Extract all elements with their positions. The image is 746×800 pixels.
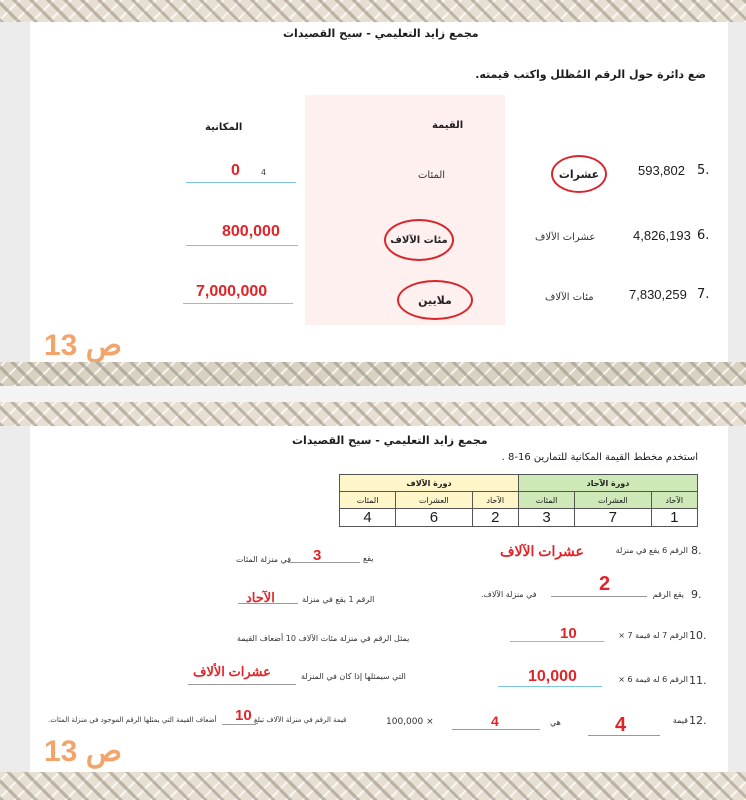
place-label: المئات (418, 170, 446, 181)
answer-value: 3 (313, 547, 322, 564)
chart-digit: 4 (340, 509, 396, 527)
exercise-number: 10. (689, 629, 707, 642)
decorative-border-middle (0, 362, 746, 386)
answer-line (186, 182, 296, 183)
chart-digit: 6 (396, 509, 472, 527)
exercise-number: 12. (689, 714, 707, 727)
chart-header: الآحاد (651, 492, 697, 509)
exercise-text: أضعاف القيمة التي يمثلها الرقم الموجود في منزلة المئات. (48, 716, 217, 724)
place-label: مئات الآلاف (545, 292, 594, 303)
chart-header: الآحاد (472, 492, 518, 509)
exercise-text: يقع الرقم (652, 590, 684, 599)
chart-digit: 7 (575, 509, 651, 527)
exercise-text: يقع (363, 554, 374, 563)
answer-value: 800,000 (222, 223, 280, 240)
answer-line (222, 724, 256, 725)
chart-digit: 1 (651, 509, 697, 527)
answer-line (551, 596, 647, 597)
exercise-text: الرقم 6 يقع في منزلة (615, 546, 688, 555)
circled-place: ملايين (397, 280, 473, 320)
place-label: عشرات الآلاف (535, 232, 596, 243)
place-value-chart (339, 474, 698, 527)
gap-strip (0, 386, 746, 402)
page-label: ص 13 (44, 329, 122, 362)
exercise-text: × 100,000 (386, 717, 434, 727)
answer-value: عشرات الألاف (193, 664, 271, 679)
exercise-text: التي سيمثلها إذا كان في المنزلة (301, 672, 406, 681)
answer-value: 7,000,000 (196, 283, 268, 300)
chart-header: العشرات (396, 492, 472, 509)
exercise-text: هي (550, 718, 561, 727)
column-header-value: القيمة (432, 120, 464, 131)
school-header: مجمع زايد التعليمي - سيح القصيدات (283, 27, 479, 40)
answer-line (238, 603, 298, 604)
exercise-text: يمثل الرقم في منزلة مئات الآلاف 10 أضعاف القيمة (237, 634, 410, 643)
instruction-text: استخدم مخطط القيمة المكانية للتمارين 16-8 . (501, 452, 698, 463)
answer-value: 10,000 (528, 668, 577, 685)
exercise-text: قيمة الرقم في منزلة الآلاف تبلغ (254, 716, 347, 724)
answer-line (452, 729, 540, 730)
page-margin-right (728, 426, 746, 772)
answer-value: 10 (235, 707, 252, 724)
exercise-text: في منزلة الآلاف. (481, 590, 537, 599)
exercise-text: الرقم 7 له قيمة 7 × (618, 631, 688, 640)
group-header-ones: دورة الآحاد (518, 475, 697, 492)
exercise-text: الرقم 6 له قيمة 6 × (618, 675, 688, 684)
decorative-border-top (0, 0, 746, 22)
chart-digit: 3 (518, 509, 574, 527)
chart-header: العشرات (575, 492, 651, 509)
answer-line (183, 303, 293, 304)
exercise-number: 9. (691, 588, 702, 601)
decorative-border-lower (0, 402, 746, 426)
page-margin-left (0, 22, 30, 362)
page-margin-left (0, 426, 30, 772)
decorative-border-bottom (0, 772, 746, 800)
page-margin-right (728, 22, 746, 362)
school-header: مجمع زايد التعليمي - سيح القصيدات (292, 434, 488, 447)
answer-line (588, 735, 660, 736)
exercise-number: 6. (697, 228, 710, 243)
answer-value: 10 (560, 625, 577, 642)
chart-header: المئات (340, 492, 396, 509)
exercise-number: 11. (689, 674, 707, 687)
exercise-number: 5. (697, 163, 710, 178)
answer-value: 0 (231, 162, 240, 179)
answer-line (188, 684, 296, 685)
group-header-thousands: دورة الآلاف (340, 475, 519, 492)
exercise-text: قيمة (672, 716, 688, 725)
chart-header: المئات (518, 492, 574, 509)
given-number: 593,802 (638, 163, 685, 178)
given-number: 4,826,193 (633, 228, 691, 243)
exercise-text: في منزلة المئات (236, 555, 292, 564)
exercise-text: الرقم 1 يقع في منزلة (302, 595, 375, 604)
column-header-place: المكانية (205, 122, 243, 133)
chart-digit: 2 (472, 509, 518, 527)
answer-line (288, 562, 360, 563)
instruction-text: ضع دائرة حول الرقم المُظلل واكتب قيمته. (475, 68, 706, 81)
exercise-number: 7. (697, 287, 710, 302)
given-number: 7,830,259 (629, 287, 687, 302)
circled-place: عشرات (551, 155, 607, 193)
answer-value: 2 (599, 573, 611, 595)
answer-line (510, 641, 604, 642)
answer-line (498, 686, 602, 687)
answer-value: 4 (615, 714, 627, 736)
answer-value: عشرات الآلاف (500, 543, 584, 559)
answer-line (186, 245, 298, 246)
answer-value: 4 (491, 713, 499, 729)
answer-value: الآحاد (246, 590, 275, 605)
small-note: 4 (261, 168, 267, 177)
circled-place: مئات الآلاف (384, 219, 454, 261)
page-label: ص 13 (44, 735, 122, 768)
exercise-number: 8. (691, 544, 702, 557)
